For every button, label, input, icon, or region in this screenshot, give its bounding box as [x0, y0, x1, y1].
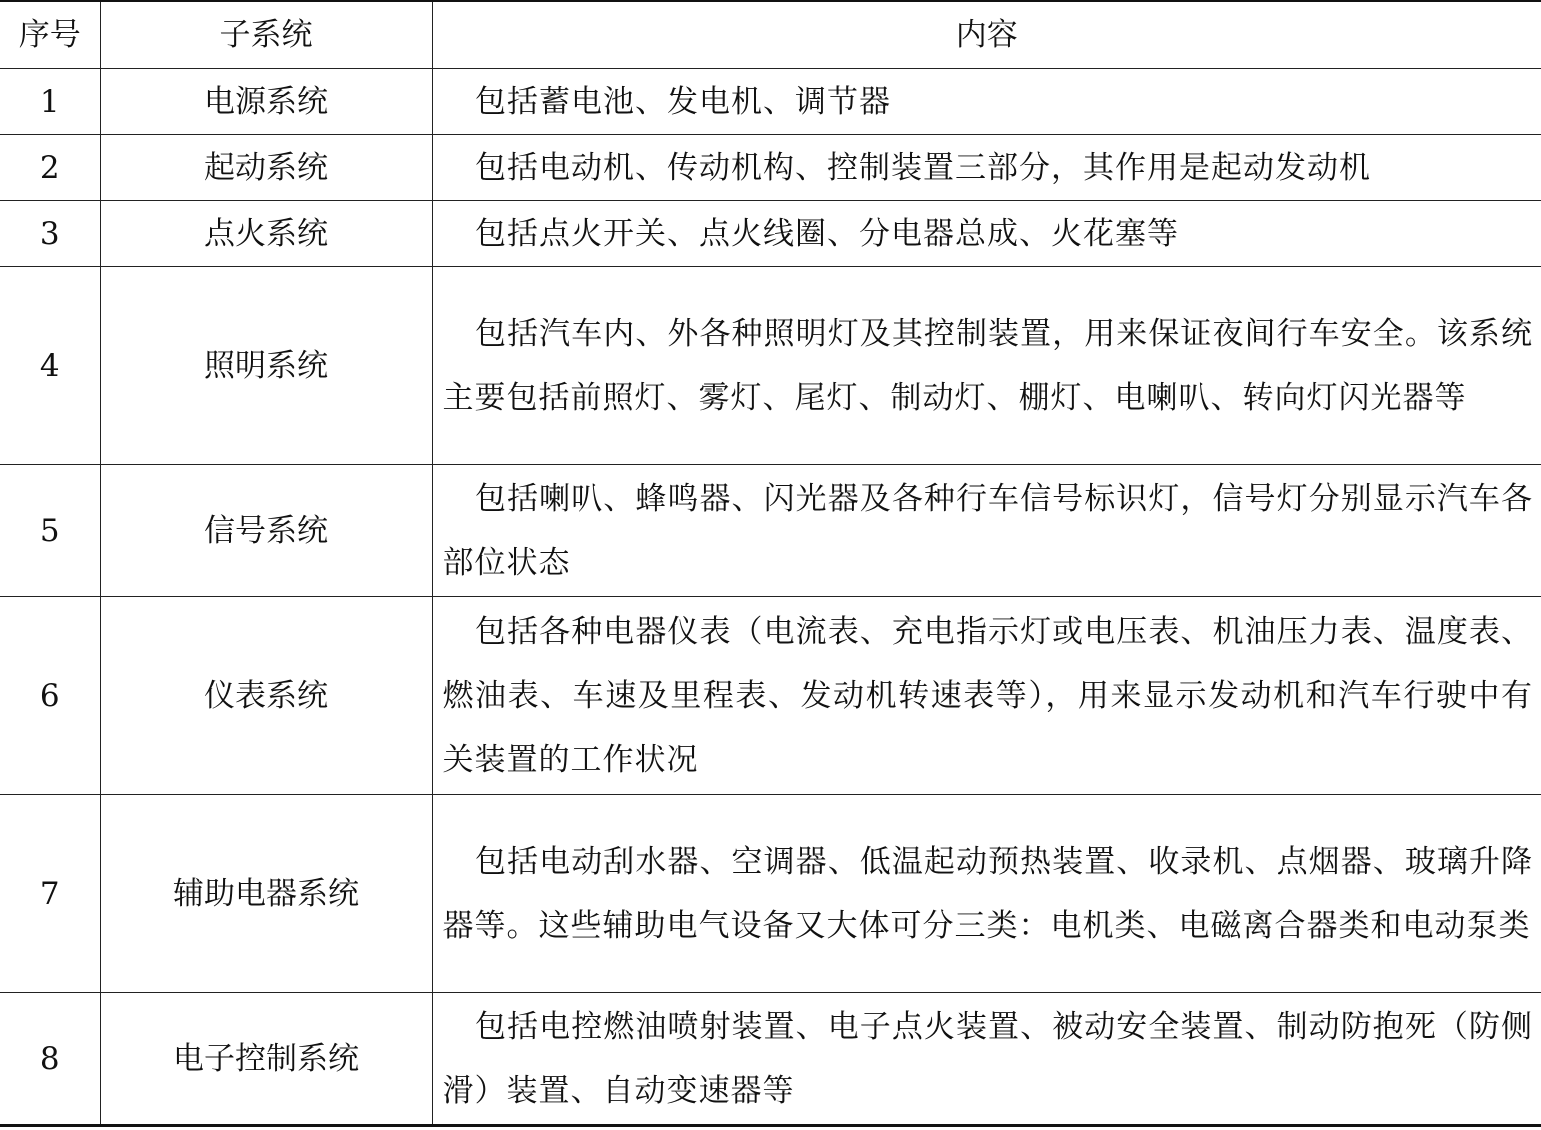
table-header-row	[0, 1, 1541, 69]
row-subsystem: 电源系统	[100, 69, 432, 135]
row-subsystem: 仪表系统	[100, 597, 432, 795]
table-row	[0, 201, 1541, 267]
header-content: 内容	[432, 1, 1541, 69]
row-content: 包括电动机、传动机构、控制装置三部分，其作用是起动发动机	[475, 149, 1372, 186]
row-index: 6	[0, 597, 100, 795]
table-row	[0, 465, 1541, 597]
row-content: 包括汽车内、外各种照明灯及其控制装置，用来保证夜间行车安全。该系统主要包括前照灯、雾灯、尾灯、制动灯、棚灯、电喇叭、转向灯闪光器等	[442, 315, 1533, 416]
table-row	[0, 267, 1541, 465]
row-content: 包括点火开关、点火线圈、分电器总成、火花塞等	[475, 215, 1180, 252]
row-subsystem: 点火系统	[100, 201, 432, 267]
row-index: 8	[0, 993, 100, 1126]
header-index: 序号	[0, 1, 100, 69]
row-content-cell	[432, 135, 1541, 201]
row-content-cell	[432, 597, 1541, 795]
table-row	[0, 69, 1541, 135]
row-content: 包括电控燃油喷射装置、电子点火装置、被动安全装置、制动防抱死（防侧滑）装置、自动变速器等	[442, 1008, 1533, 1109]
row-subsystem: 辅助电器系统	[100, 795, 432, 993]
table-row	[0, 597, 1541, 795]
row-content-cell	[432, 993, 1541, 1126]
row-content-cell	[432, 69, 1541, 135]
row-content: 包括蓄电池、发电机、调节器	[475, 83, 892, 120]
row-subsystem: 电子控制系统	[100, 993, 432, 1126]
row-content: 包括各种电器仪表（电流表、充电指示灯或电压表、机油压力表、温度表、燃油表、车速及里程表、发动机转速表等），用来显示发动机和汽车行驶中有关装置的工作状况	[442, 613, 1533, 778]
row-content-cell	[432, 795, 1541, 993]
row-index: 7	[0, 795, 100, 993]
row-subsystem: 起动系统	[100, 135, 432, 201]
table-row	[0, 795, 1541, 993]
row-index: 5	[0, 465, 100, 597]
row-content: 包括喇叭、蜂鸣器、闪光器及各种行车信号标识灯，信号灯分别显示汽车各部位状态	[442, 480, 1533, 581]
row-index: 2	[0, 135, 100, 201]
table-row	[0, 993, 1541, 1126]
row-content: 包括电动刮水器、空调器、低温起动预热装置、收录机、点烟器、玻璃升降器等。这些辅助电气设备又大体可分三类：电机类、电磁离合器类和电动泵类	[442, 843, 1533, 944]
row-content-cell	[432, 201, 1541, 267]
row-subsystem: 信号系统	[100, 465, 432, 597]
header-subsystem: 子系统	[100, 1, 432, 69]
row-subsystem: 照明系统	[100, 267, 432, 465]
table-row	[0, 135, 1541, 201]
row-index: 1	[0, 69, 100, 135]
row-content-cell	[432, 267, 1541, 465]
row-content-cell	[432, 465, 1541, 597]
row-index: 3	[0, 201, 100, 267]
row-index: 4	[0, 267, 100, 465]
